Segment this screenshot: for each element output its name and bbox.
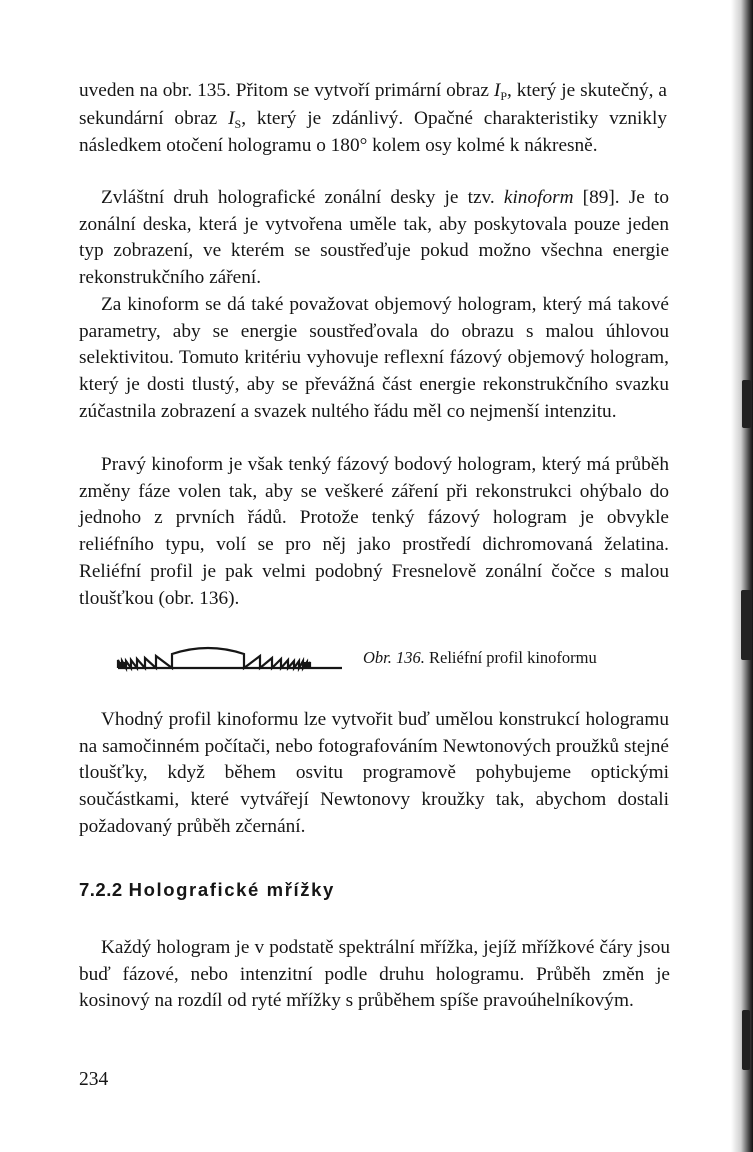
scan-binding-shadow <box>731 0 753 1152</box>
section-number: 7.2.2 <box>79 879 123 900</box>
text-run: uveden na obr. 135. Přitom se vytvoří primární obraz <box>79 80 494 101</box>
figure-caption <box>363 647 597 669</box>
scan-speck <box>741 590 752 660</box>
scan-speck <box>742 1010 750 1070</box>
paragraph-3: Za kinoform se dá také považovat objemový hologram, který má takové parametry, aby se energie soustřeďovala do obrazu s malou úhlovou selektivitou. Tomuto kritériu vyhovuje reflexní fázový objemový hologram, který je dosti tlustý, aby se převážná část energie rekonstrukčního svazku zúčastnila zobrazení a svazek nultého řádu měl co nejmenší intenzitu. <box>79 294 669 422</box>
text-run: [89]. Je to zonální deska, která je vytvořena uměle tak, aby poskytovala pouze jeden typ zobrazení, ve kterém se soustřeďuje pokud možno všechna energie rekonstrukčního záření. <box>79 187 670 289</box>
profile-dense-left <box>119 662 124 668</box>
figure-caption-text: Reliéfní profil kinoformu <box>429 648 597 667</box>
section-title: Holografické mřížky <box>128 879 335 900</box>
symbol-image-primary: I <box>493 80 501 101</box>
scan-speck <box>742 380 751 428</box>
figure-label: Obr. 136. <box>363 648 425 667</box>
symbol-image-secondary: I <box>228 107 235 129</box>
subscript: P <box>500 89 507 103</box>
paragraph-4: Pravý kinoform je však tenký fázový bodový hologram, který má průběh změny fáze volen tak, aby se veškeré záření při rekonstrukci ohýbalo do jednoho z prvních řádů. Protože tenký fázový hologram je obvykle reliéfního typu, volí se pro něj jako prostředí dichromovaná želatina. Reliéfní profil je pak velmi podobný Fresnelově zonální čočce s malou tloušťkou (obr. 136). <box>79 454 669 609</box>
kinoform-relief-profile <box>116 640 346 674</box>
text-run: , který je zdánlivý. Opačné charakteristiky vznikly následkem otočení hologramu o 180° kolem osy kolmé k nákresně. <box>79 107 667 157</box>
paragraph-5: Vhodný profil kinoformu lze vytvořit buď umělou konstrukcí hologramu na samočinném počítači, nebo fotografováním Newtonových proužků stejné tloušťky, když během osvitu programově pohybujeme optickými součástkami, které vytvářejí Newtonovy kroužky tak, abychom dostali požadovaný průběh zčernání. <box>79 709 669 837</box>
paragraph-2 <box>79 185 669 292</box>
text-run: , který je skutečný, a sekundární obraz <box>79 80 667 129</box>
subscript: S <box>234 116 242 131</box>
paragraph-6: Každý hologram je v podstatě spektrální mřížka, jejíž mřížkové čáry jsou buď fázové, nebo intenzitní podle druhu hologramu. Průběh změn je kosinový na rozdíl od ryté mřížky s průběhem spíše pravoúhelníkovým. <box>79 937 670 1012</box>
paragraph-1 <box>79 78 667 160</box>
page-number: 234 <box>79 1069 109 1090</box>
section-heading <box>79 879 335 901</box>
profile-relief <box>118 648 310 668</box>
text-run: Zvláštní druh holografické zonální desky je tzv. <box>101 187 504 208</box>
term-kinoform: kinoform <box>503 187 574 208</box>
